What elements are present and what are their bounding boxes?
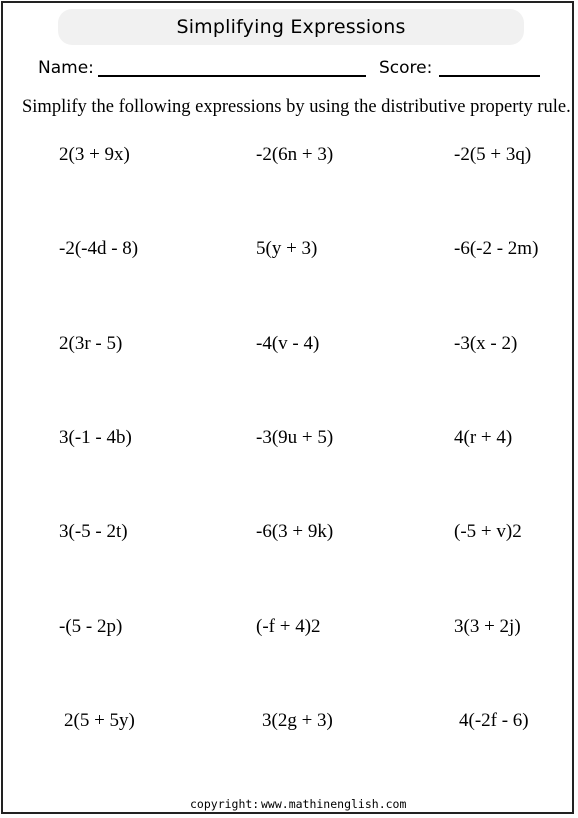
problem: 5(y + 3) xyxy=(256,238,318,259)
score-answer-line[interactable] xyxy=(439,75,540,77)
problem: -(5 - 2p) xyxy=(59,616,123,637)
title-banner xyxy=(58,9,524,45)
problem: -2(5 + 3q) xyxy=(454,144,532,165)
problem: 2(3 + 9x) xyxy=(59,144,130,165)
problem: 3(-1 - 4b) xyxy=(59,427,132,448)
copyright-website-link[interactable]: www.mathinenglish.com xyxy=(261,797,407,811)
problem: -2(-4d - 8) xyxy=(59,238,139,259)
problem: (-5 + v)2 xyxy=(454,521,522,542)
problem: 3(2g + 3) xyxy=(262,710,333,731)
problem: -6(3 + 9k) xyxy=(256,521,334,542)
problem: -3(9u + 5) xyxy=(256,427,334,448)
problem: 2(3r - 5) xyxy=(59,333,123,354)
problem: (-f + 4)2 xyxy=(256,616,321,637)
problem: 2(5 + 5y) xyxy=(64,710,135,731)
problem: 3(-5 - 2t) xyxy=(59,521,128,542)
problem: 3(3 + 2j) xyxy=(454,616,521,637)
instruction-text: Simplify the following expressions by using the distributive property rule. xyxy=(22,97,571,117)
problem: 4(r + 4) xyxy=(454,427,513,448)
worksheet-title: Simplifying Expressions xyxy=(176,16,406,38)
copyright-label: copyright: xyxy=(190,797,260,811)
problem: -3(x - 2) xyxy=(454,333,518,354)
name-answer-line[interactable] xyxy=(98,75,366,77)
problem: -2(6n + 3) xyxy=(256,144,334,165)
name-label: Name: xyxy=(38,58,94,78)
problem: -4(v - 4) xyxy=(256,333,320,354)
problem: -6(-2 - 2m) xyxy=(454,238,539,259)
problem: 4(-2f - 6) xyxy=(459,710,529,731)
page-border xyxy=(1,1,574,814)
score-label: Score: xyxy=(379,58,433,78)
